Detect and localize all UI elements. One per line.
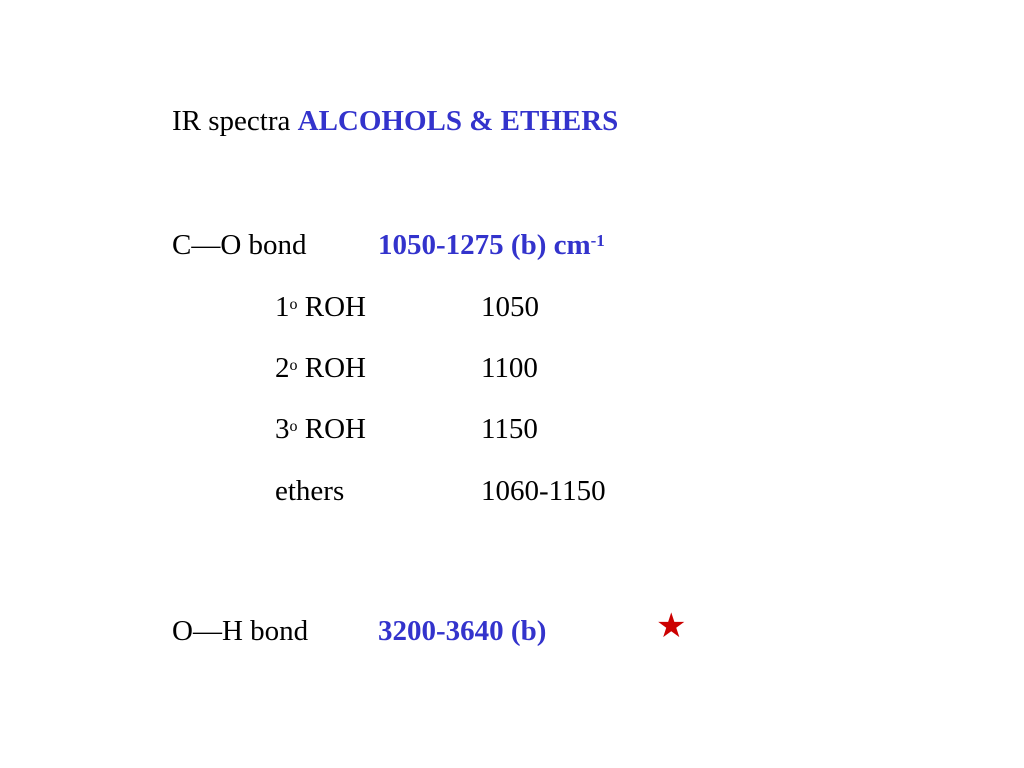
row-value: 1050 [481,291,539,323]
degree-mark: o [289,357,298,374]
row-label [275,351,366,385]
co-bond-label: C—O bond [172,229,307,261]
row-name: ROH [304,352,366,384]
row-value: 1060-1150 [481,475,606,507]
co-bond-unit-exponent: -1 [590,231,605,250]
row-prefix: 3 [275,413,290,445]
row-value: 1100 [481,352,538,384]
co-bond-range [378,228,605,262]
row-name: ROH [304,291,366,323]
row-value: 1150 [481,413,538,445]
co-bond-range-text: 1050-1275 (b) cm [378,229,591,261]
table-row [275,351,675,385]
title-highlight: ALCOHOLS & ETHERS [297,105,619,137]
degree-mark: o [289,296,298,313]
oh-bond-line [172,614,732,648]
row-name: ROH [304,413,366,445]
degree-mark: o [289,418,298,435]
row-label [275,290,366,324]
title-prefix: IR spectra [172,105,291,137]
table-row [275,412,675,446]
star-icon: ★ [656,608,687,645]
row-label [275,474,344,508]
oh-bond-label: O—H bond [172,615,309,647]
table-row [275,474,675,508]
row-prefix: 2 [275,352,290,384]
oh-bond-range: 3200-3640 (b) [378,615,547,647]
slide-title [172,104,618,138]
row-label [275,412,366,446]
table-row [275,290,675,324]
row-prefix: 1 [275,291,290,323]
co-bond-line [172,228,732,262]
row-name: ethers [275,475,345,507]
